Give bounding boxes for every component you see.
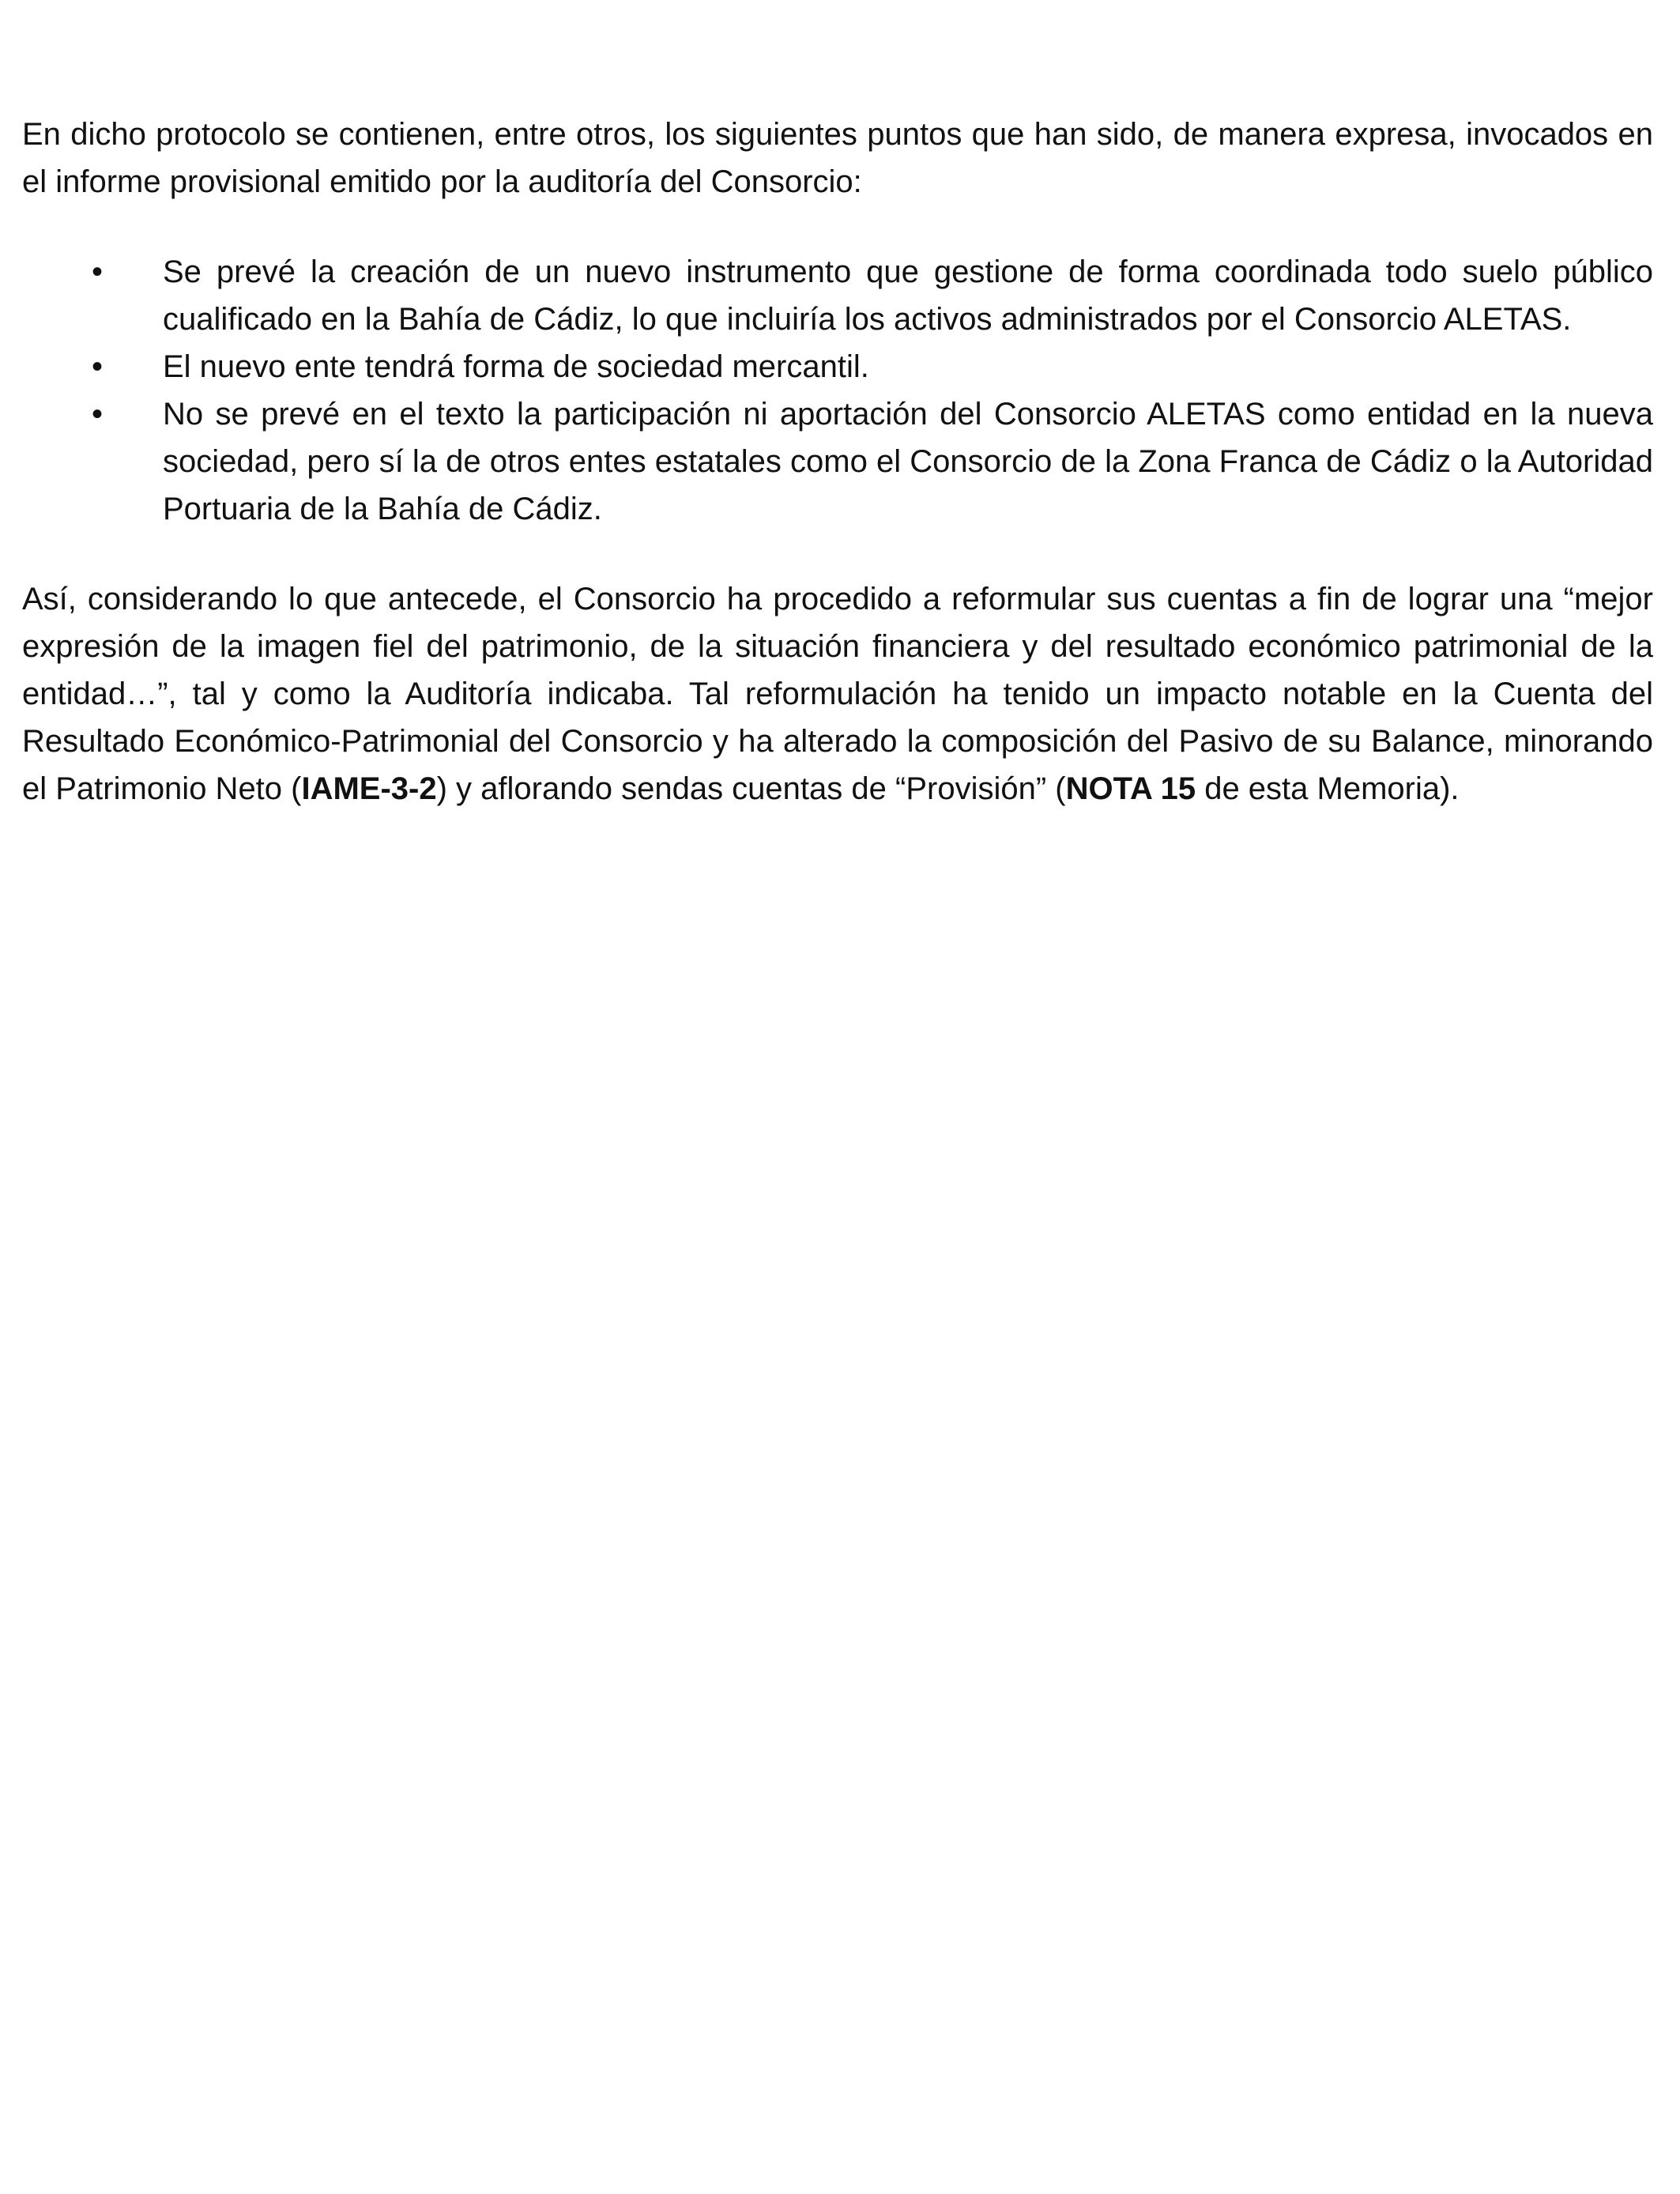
list-item: [22, 248, 1653, 343]
list-item: [22, 343, 1653, 390]
bullet-list: [22, 248, 1653, 533]
closing-paragraph: [22, 575, 1653, 812]
bullet-marker: •: [92, 397, 104, 432]
list-item-text: El nuevo ente tendrá forma de sociedad mercantil.: [163, 349, 869, 384]
bullet-marker: •: [92, 254, 104, 289]
reference-iame: IAME-3-2: [301, 771, 437, 806]
closing-text-part3: de esta Memoria).: [1196, 771, 1460, 806]
closing-text-part2: ) y aflorando sendas cuentas de “Provisión” (: [436, 771, 1066, 806]
list-item-text: Se prevé la creación de un nuevo instrumento que gestione de forma coordinada todo suelo público cualificado en la Bahía de Cádiz, lo que incluiría los activos administrados por el Consorcio ALETAS.: [163, 254, 1653, 337]
list-item-text: No se prevé en el texto la participación ni aportación del Consorcio ALETAS como entidad en la nueva sociedad, pero sí la de otros entes estatales como el Consorcio de la Zona Franca de Cádiz o la Autoridad Portuaria de la Bahía de Cádiz.: [163, 397, 1653, 526]
list-item: [22, 390, 1653, 533]
bullet-marker: •: [92, 349, 104, 384]
reference-nota: NOTA 15: [1065, 771, 1196, 806]
intro-paragraph: En dicho protocolo se contienen, entre otros, los siguientes puntos que han sido, de manera expresa, invocados en el informe provisional emitido por la auditoría del Consorcio:: [22, 117, 1653, 199]
closing-text-part1: Así, considerando lo que antecede, el Consorcio ha procedido a reformular sus cuentas a fin de lograr una “mejor expresión de la imagen fiel del patrimonio, de la situación financiera y del resultado económico patrimonial de la entidad…”, tal y como la Auditoría indicaba. Tal reformulación ha tenido un impacto notable en la Cuenta del Resultado Económico-Patrimonial del Consorcio y ha alterado la composición del Pasivo de su Balance, minorando el Patrimonio Neto (: [22, 582, 1653, 806]
document-body: [22, 111, 1653, 812]
